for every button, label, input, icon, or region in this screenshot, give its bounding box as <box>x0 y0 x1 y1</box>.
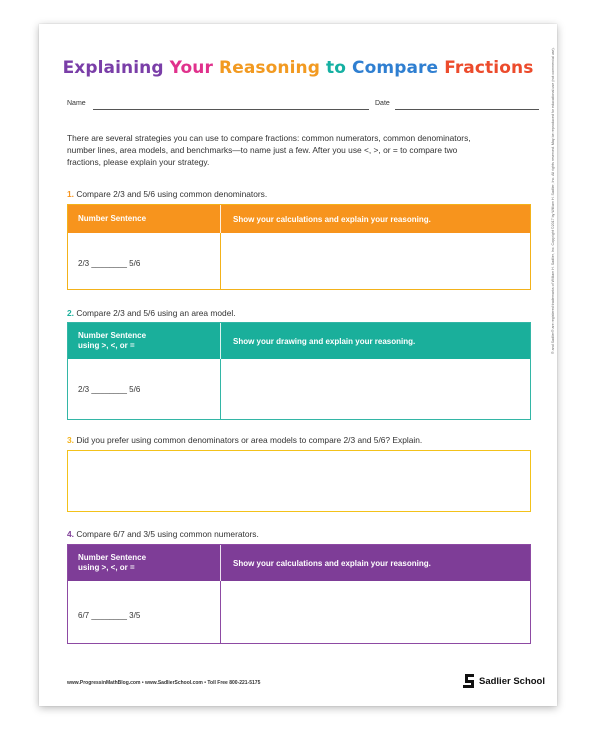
sadlier-logo <box>463 673 545 689</box>
date-label: Date <box>375 100 390 107</box>
col-header-number-sentence <box>68 545 220 581</box>
answer-table-1 <box>67 204 531 290</box>
answer-table-2 <box>67 322 531 420</box>
column-divider <box>220 581 221 643</box>
col-header-number-sentence <box>68 323 220 359</box>
table-header <box>68 205 530 233</box>
title-word: to <box>326 58 353 78</box>
number-sentence: 2/3 ________ 5/6 <box>78 259 141 268</box>
name-label: Name <box>67 100 86 107</box>
col-header-number-sentence: Number Sentence <box>78 214 147 223</box>
header-line: using >, <, or = <box>78 341 135 350</box>
title-word: Explaining <box>62 58 170 78</box>
number-sentence: 2/3 ________ 5/6 <box>78 385 141 394</box>
column-divider <box>220 359 221 419</box>
worksheet-page <box>39 24 557 706</box>
question-number: 2. <box>67 308 74 318</box>
title-word: Reasoning <box>219 58 327 78</box>
question-4 <box>67 529 259 539</box>
date-line[interactable] <box>395 109 539 110</box>
question-number: 4. <box>67 529 74 539</box>
footer-links: www.ProgressinMathBlog.com • www.SadlierSchool.com • Toll Free 800-221-5175 <box>67 680 261 686</box>
header-line: using >, <, or = <box>78 563 135 572</box>
question-3 <box>67 435 422 445</box>
table-header <box>68 323 530 359</box>
instructions-text: There are several strategies you can use to compare fractions: common numerators, common denominators, number lines, area models, and benchmarks—to name just a few. After you use <, >, or = to compare two fractions, please explain your strategy. <box>67 133 471 167</box>
title-word: Compare <box>352 58 445 78</box>
question-text: Compare 6/7 and 3/5 using common numerators. <box>74 529 259 539</box>
name-line[interactable] <box>93 109 369 110</box>
header-line: Number Sentence <box>78 331 147 340</box>
sadlier-s-icon <box>463 674 475 688</box>
table-header <box>68 545 530 581</box>
answer-table-4 <box>67 544 531 644</box>
question-text: Compare 2/3 and 5/6 using common denominators. <box>74 189 268 199</box>
logo-text: Sadlier School <box>479 675 545 687</box>
question-text: Did you prefer using common denominators or area models to compare 2/3 and 5/6? Explain. <box>74 435 423 445</box>
col-header-explanation: Show your calculations and explain your reasoning. <box>233 558 431 568</box>
col-header-explanation: Show your calculations and explain your reasoning. <box>233 214 431 224</box>
number-sentence: 6/7 ________ 3/5 <box>78 611 141 620</box>
title-word: Your <box>169 58 219 78</box>
question-2 <box>67 308 236 318</box>
name-date-row <box>67 100 531 114</box>
title-word: Fractions <box>444 58 534 78</box>
answer-box-3[interactable] <box>67 450 531 512</box>
header-line: Number Sentence <box>78 553 147 562</box>
col-header-explanation: Show your drawing and explain your reasoning. <box>233 336 416 346</box>
question-1 <box>67 189 267 199</box>
question-text: Compare 2/3 and 5/6 using an area model. <box>74 308 236 318</box>
column-divider <box>220 233 221 289</box>
copyright-notice: ® and Sadlier® are registered trademarks of William H. Sadlier, Inc. Copyright ©2017 by William H. Sadlier, Inc. All rights reserved. May be reproduced for educational use (not commercial use). <box>551 47 555 354</box>
worksheet-title <box>39 58 557 78</box>
question-number: 1. <box>67 189 74 199</box>
question-number: 3. <box>67 435 74 445</box>
